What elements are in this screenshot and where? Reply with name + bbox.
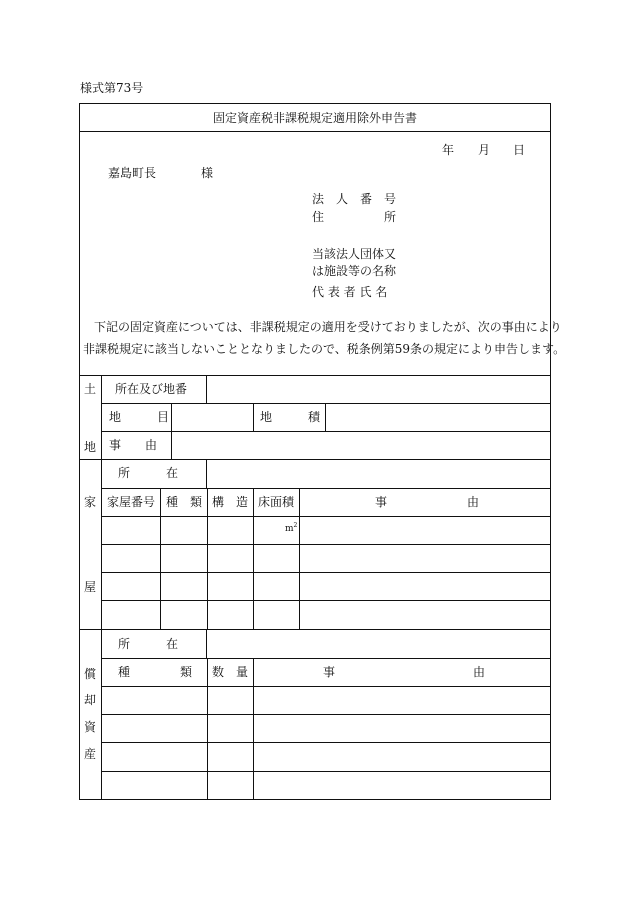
- house-row-divider: [101, 572, 551, 573]
- corporate-number-label: 法 人 番 号: [312, 192, 397, 206]
- house-row-divider: [101, 600, 551, 601]
- assets-row-divider: [101, 742, 551, 743]
- land-area-label: 地 積: [260, 410, 321, 424]
- section-divider-land-house: [79, 459, 551, 460]
- assets-row-divider: [101, 686, 551, 687]
- date-month-label: 月: [478, 143, 491, 157]
- date-day-label: 日: [513, 143, 526, 157]
- house-number-header: 家屋番号: [107, 495, 156, 509]
- address-label: 住 所: [312, 210, 397, 224]
- house-section-label-top: 家: [84, 495, 97, 509]
- house-column-divider: [206, 459, 207, 488]
- house-section-label-bottom: 屋: [84, 580, 97, 594]
- organization-name-label: 当該法人団体又: [312, 247, 397, 261]
- land-section-label-bottom: 地: [84, 440, 97, 454]
- land-location-label: 所在及び地番: [115, 382, 188, 396]
- land-column-divider: [206, 375, 207, 403]
- house-reason-header-right: 由: [467, 495, 480, 509]
- assets-row-divider: [101, 658, 551, 659]
- house-row-divider: [101, 544, 551, 545]
- assets-location-label: 所 在: [118, 637, 179, 651]
- assets-row-divider: [101, 771, 551, 772]
- land-row-divider: [101, 431, 551, 432]
- land-column-divider: [325, 403, 326, 431]
- assets-type-header-right: 類: [180, 665, 193, 679]
- land-section-label-top: 土: [84, 382, 97, 396]
- form-number: 様式第73号: [80, 81, 144, 95]
- assets-section-label-3: 資: [84, 720, 97, 734]
- assets-column-divider: [207, 658, 208, 800]
- title-divider: [79, 131, 551, 132]
- date-year-label: 年: [442, 143, 455, 157]
- assets-type-header-left: 種: [118, 665, 131, 679]
- addressee-name: 嘉島町長: [108, 166, 157, 180]
- land-category-label: 地 目: [109, 410, 170, 424]
- organization-name-label-cont: は施設等の名称: [312, 264, 397, 278]
- house-structure-header: 構 造: [212, 495, 249, 509]
- house-column-divider: [207, 488, 208, 629]
- house-location-label: 所 在: [118, 466, 179, 480]
- house-type-header: 種 類: [166, 495, 203, 509]
- assets-column-divider: [206, 629, 207, 658]
- representative-label: 代 表 者 氏 名: [312, 285, 388, 299]
- section-divider-house-assets: [79, 629, 551, 630]
- land-row-divider: [101, 403, 551, 404]
- assets-reason-header-left: 事: [323, 665, 336, 679]
- header-divider: [79, 375, 551, 376]
- assets-column-divider: [253, 658, 254, 800]
- house-floor-area-header: 床面積: [258, 495, 295, 509]
- house-row-divider: [101, 488, 551, 489]
- declaration-text-line1: 下記の固定資産については、非課税規定の適用を受けておりましたが、次の事由により: [94, 320, 562, 334]
- land-reason-label: 事 由: [109, 438, 158, 452]
- house-column-divider: [160, 488, 161, 629]
- assets-section-label-2: 却: [84, 693, 97, 707]
- addressee-honorific: 様: [201, 166, 214, 180]
- assets-quantity-header: 数 量: [212, 665, 249, 679]
- section-label-divider: [101, 375, 102, 800]
- square-meter-unit: $m^2$: [285, 522, 298, 534]
- form-title: 固定資産税非課税規定適用除外申告書: [212, 111, 417, 125]
- land-column-divider: [171, 403, 172, 459]
- house-row-divider: [101, 516, 551, 517]
- house-column-divider: [253, 488, 254, 629]
- assets-row-divider: [101, 714, 551, 715]
- land-column-divider: [253, 403, 254, 431]
- house-reason-header-left: 事: [375, 495, 388, 509]
- assets-section-label-4: 産: [84, 747, 97, 761]
- house-column-divider: [299, 488, 300, 629]
- assets-section-label-1: 償: [84, 667, 97, 681]
- declaration-text-line2: 非課税規定に該当しないこととなりましたので、税条例第59条の規定により申告します。: [83, 342, 566, 356]
- assets-reason-header-right: 由: [473, 665, 486, 679]
